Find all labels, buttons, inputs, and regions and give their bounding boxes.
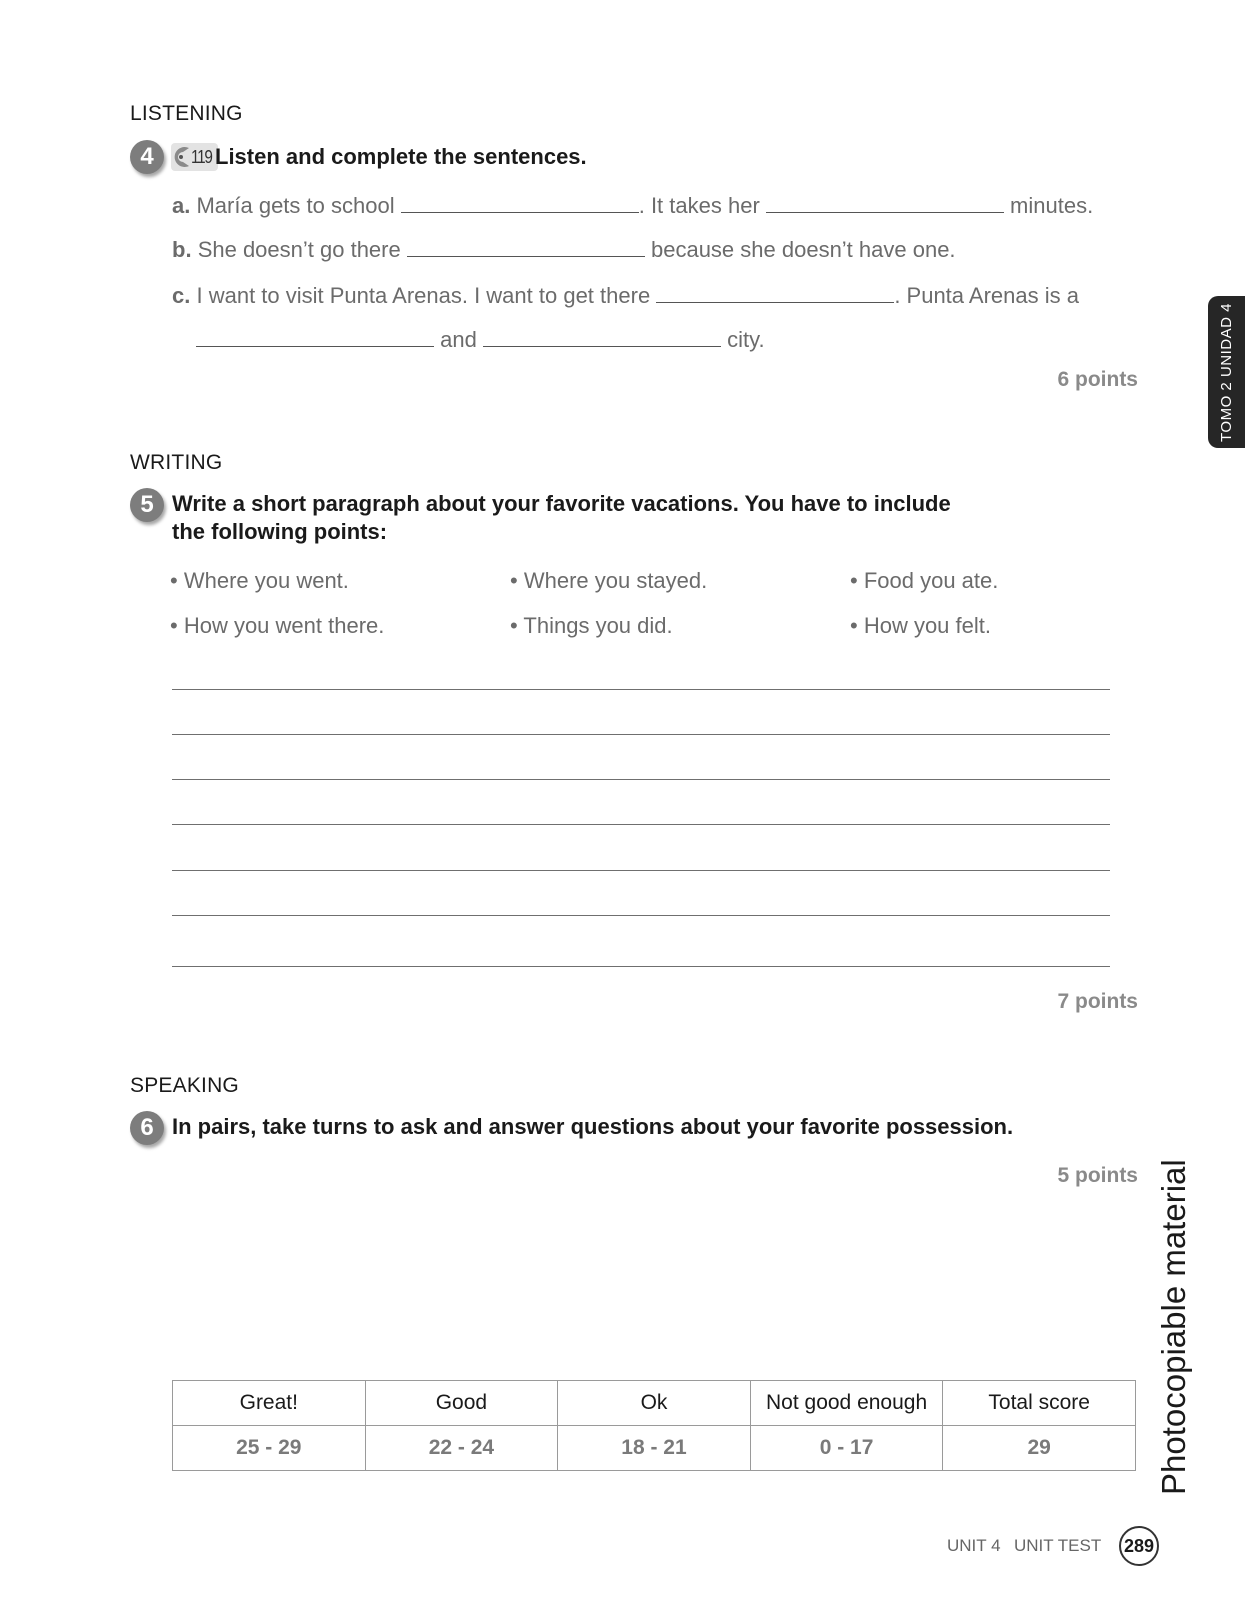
answer-blank[interactable] xyxy=(401,194,639,213)
table-header-cell: Great! xyxy=(173,1381,366,1426)
table-header-cell: Not good enough xyxy=(750,1381,943,1426)
sentence-c-continued: and city. xyxy=(196,327,765,353)
bullet-item: • How you felt. xyxy=(850,613,991,638)
exercise-6-instruction: In pairs, take turns to ask and answer questions about your favorite possession. xyxy=(172,1114,1014,1139)
side-tab xyxy=(1208,296,1245,448)
table-header-cell: Total score xyxy=(943,1381,1136,1426)
sentence-c: c. I want to visit Punta Arenas. I want to get there . Punta Arenas is a xyxy=(172,283,1079,308)
photocopiable-label: Photocopiable material xyxy=(1155,1159,1192,1495)
exercise-4-badge: 4 xyxy=(130,140,164,174)
table-row xyxy=(173,1426,1136,1471)
side-tab-label: TOMO 2 UNIDAD 4 xyxy=(1218,302,1236,442)
table-header-cell: Good xyxy=(365,1381,558,1426)
footer-test: UNIT TEST xyxy=(1014,1536,1102,1555)
table-cell: 22 - 24 xyxy=(365,1426,558,1471)
writing-line[interactable] xyxy=(172,915,1110,916)
cd-audio-icon xyxy=(171,146,191,168)
writing-line[interactable] xyxy=(172,966,1110,967)
table-header-cell: Ok xyxy=(558,1381,751,1426)
listening-heading: LISTENING xyxy=(130,102,243,125)
sentence-a: a. María gets to school . It takes her minutes. xyxy=(172,193,1094,218)
speaking-heading: SPEAKING xyxy=(130,1074,239,1097)
table-cell: 0 - 17 xyxy=(750,1426,943,1471)
audio-track-number: 119 xyxy=(191,146,212,167)
bullet-item: • How you went there. xyxy=(170,613,385,638)
writing-line[interactable] xyxy=(172,689,1110,690)
writing-line[interactable] xyxy=(172,824,1110,825)
bullet-item: • Food you ate. xyxy=(850,568,999,593)
writing-line[interactable] xyxy=(172,734,1110,735)
answer-blank[interactable] xyxy=(483,328,721,347)
exercise-6-points: 5 points xyxy=(1057,1164,1138,1187)
exercise-5-badge: 5 xyxy=(130,488,164,522)
sentence-a-label: a. xyxy=(172,193,191,218)
answer-blank[interactable] xyxy=(407,238,645,257)
exercise-6-badge: 6 xyxy=(130,1111,164,1145)
table-row xyxy=(173,1381,1136,1426)
sentence-b-label: b. xyxy=(172,237,192,262)
sentence-c-label: c. xyxy=(172,283,191,308)
page-number: 289 xyxy=(1119,1526,1159,1566)
table-cell: 25 - 29 xyxy=(173,1426,366,1471)
score-table xyxy=(172,1380,1136,1471)
table-cell: 18 - 21 xyxy=(558,1426,751,1471)
bullet-item: • Where you stayed. xyxy=(510,568,708,593)
sentence-b: b. She doesn’t go there because she doesn’t have one. xyxy=(172,237,956,262)
answer-blank[interactable] xyxy=(196,328,434,347)
audio-track-badge[interactable] xyxy=(171,143,218,171)
writing-heading: WRITING xyxy=(130,451,223,474)
table-cell: 29 xyxy=(943,1426,1136,1471)
answer-blank[interactable] xyxy=(766,194,1004,213)
exercise-4-instruction: Listen and complete the sentences. xyxy=(215,144,587,169)
answer-blank[interactable] xyxy=(656,284,894,303)
bullet-item: • Things you did. xyxy=(510,613,673,638)
writing-line[interactable] xyxy=(172,870,1110,871)
writing-line[interactable] xyxy=(172,779,1110,780)
exercise-5-instruction: Write a short paragraph about your favorite vacations. You have to include the following points: xyxy=(172,491,951,544)
bullet-item: • Where you went. xyxy=(170,568,349,593)
exercise-4-points: 6 points xyxy=(1057,368,1138,391)
exercise-5-points: 7 points xyxy=(1057,990,1138,1013)
footer-unit: UNIT 4 xyxy=(947,1536,1001,1555)
